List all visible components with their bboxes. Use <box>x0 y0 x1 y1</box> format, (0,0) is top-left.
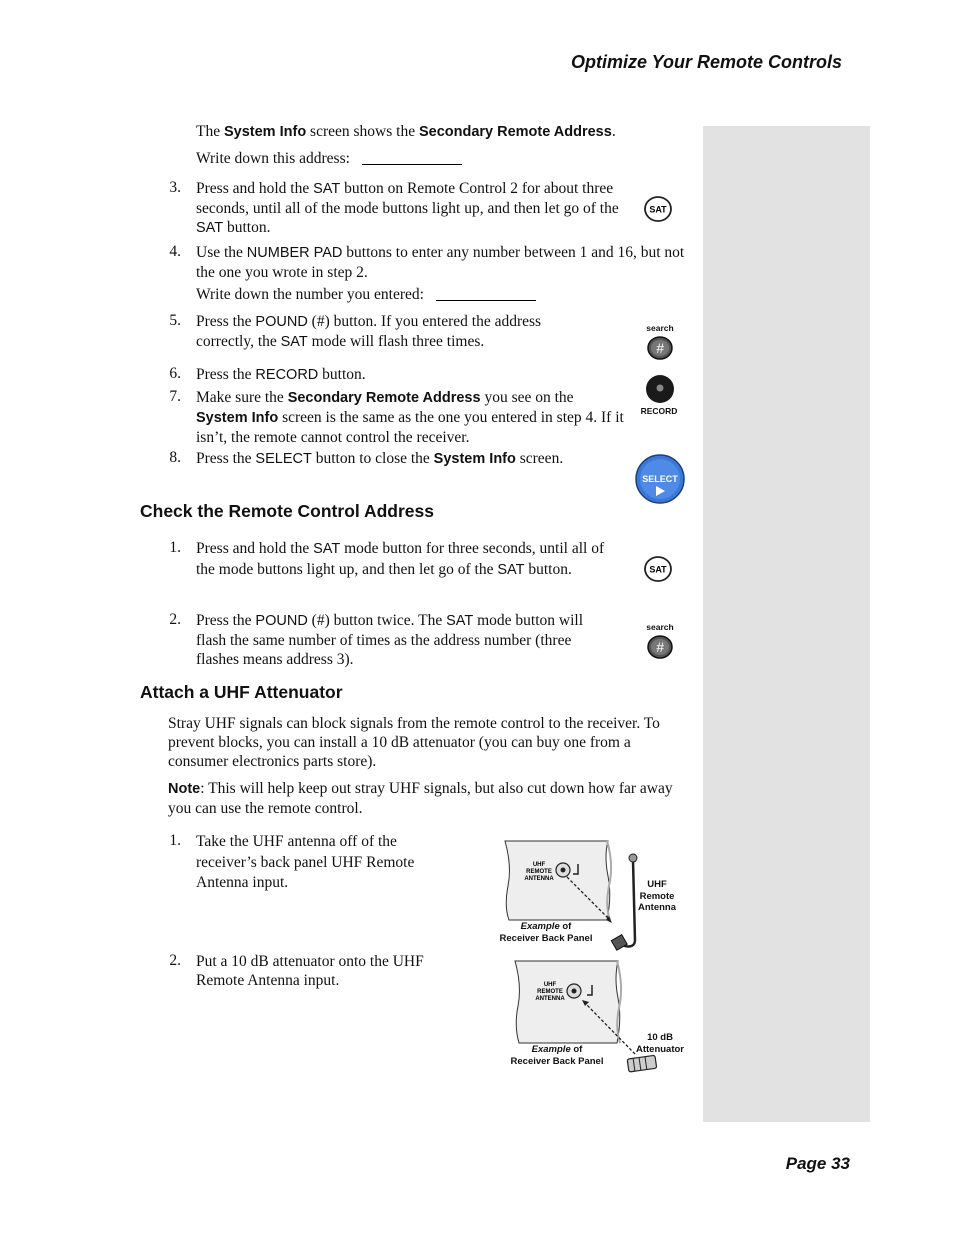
section-heading: Attach a UHF Attenuator <box>140 682 343 702</box>
step-5-text: Press the POUND (#) button. If you entered the address correctly, the SAT mode will flash three times. <box>196 313 542 350</box>
step-number: 4. <box>169 243 181 260</box>
check-step-2-text: Press the POUND (#) button twice. The SAT mode button will flash the same number of times as the address number (three flashes means address 3). <box>196 612 584 668</box>
step-number: 5. <box>169 312 181 329</box>
svg-text:SAT: SAT <box>649 204 667 215</box>
svg-text:UHF: UHF <box>543 982 557 988</box>
page-number: Page 33 <box>785 1154 850 1173</box>
figure2-caption: Example of Receiver Back Panel <box>510 1044 604 1067</box>
note-paragraph: Note: This will help keep out stray UHF signals, but also cut down how far away you can use the remote control. <box>168 780 673 817</box>
intro-write-line: Write down this address: <box>196 149 462 168</box>
address-blank <box>362 164 462 165</box>
svg-text:UHF: UHF <box>532 862 546 868</box>
svg-text:SELECT: SELECT <box>642 474 678 484</box>
section-heading: Check the Remote Control Address <box>140 501 434 521</box>
search-label: search <box>646 622 674 632</box>
pound-button-icon <box>645 633 675 661</box>
step-6-text: Press the RECORD button. <box>196 366 366 383</box>
step-3-text: Press and hold the SAT button on Remote Control 2 for about three seconds, until all of the mode buttons light up, and then let go of the SAT button. <box>196 180 619 236</box>
search-label: search <box>646 323 674 333</box>
uhf-step-1-text: Take the UHF antenna off of the receiver’s back panel UHF Remote Antenna input. <box>196 833 415 891</box>
sat-button-icon <box>640 193 676 225</box>
step-number: 1. <box>169 539 181 556</box>
step-number: 7. <box>169 388 181 405</box>
number-blank <box>436 300 536 301</box>
svg-text:#: # <box>656 639 664 655</box>
page-header: Optimize Your Remote Controls <box>570 52 842 72</box>
step-4-text: Use the NUMBER PAD buttons to enter any number between 1 and 16, but not the one you wrote in step 2. <box>196 244 685 281</box>
step-4-write-line: Write down the number you entered: <box>196 285 536 304</box>
intro-line: The System Info screen shows the Secondary Remote Address. <box>196 123 616 140</box>
step-number: 2. <box>169 952 181 969</box>
uhf-paragraph: Stray UHF signals can block signals from the remote control to the receiver. To prevent blocks, you can install a 10 dB attenuator (you can buy one from a consumer electronics parts store). <box>168 715 660 770</box>
step-7-text: Make sure the Secondary Remote Address you see on the System Info screen is the same as the one you entered in step 4. If it isn’t, the remote cannot control the receiver. <box>196 389 624 446</box>
uhf-step-2-text: Put a 10 dB attenuator onto the UHF Remote Antenna input. <box>196 953 424 989</box>
figure1-caption: Example of Receiver Back Panel <box>499 921 593 944</box>
step-number: 8. <box>169 449 181 466</box>
pound-button-icon <box>645 334 675 362</box>
step-number: 3. <box>169 179 181 196</box>
sat-button-icon <box>640 553 676 585</box>
step-number: 2. <box>169 611 181 628</box>
figure2-side-label: 10 dB Attenuator <box>635 1032 685 1055</box>
record-button-icon <box>644 373 676 405</box>
step-number: 6. <box>169 365 181 382</box>
svg-text:#: # <box>656 340 664 356</box>
select-button-icon <box>634 453 686 505</box>
figure1-side-label: UHF Remote Antenna <box>638 879 676 913</box>
svg-text:REMOTE: REMOTE <box>537 989 563 995</box>
sidebar-panel <box>703 126 870 1122</box>
step-number: 1. <box>169 832 181 849</box>
svg-text:REMOTE: REMOTE <box>526 869 552 875</box>
svg-text:SAT: SAT <box>649 564 667 575</box>
svg-text:ANTENNA: ANTENNA <box>535 996 565 1002</box>
record-label: RECORD <box>640 406 678 416</box>
step-8-text: Press the SELECT button to close the System Info screen. <box>196 450 564 467</box>
svg-text:ANTENNA: ANTENNA <box>524 876 554 882</box>
check-step-1-text: Press and hold the SAT mode button for three seconds, until all of the mode buttons light up, and then let go of the SAT button. <box>196 540 605 578</box>
